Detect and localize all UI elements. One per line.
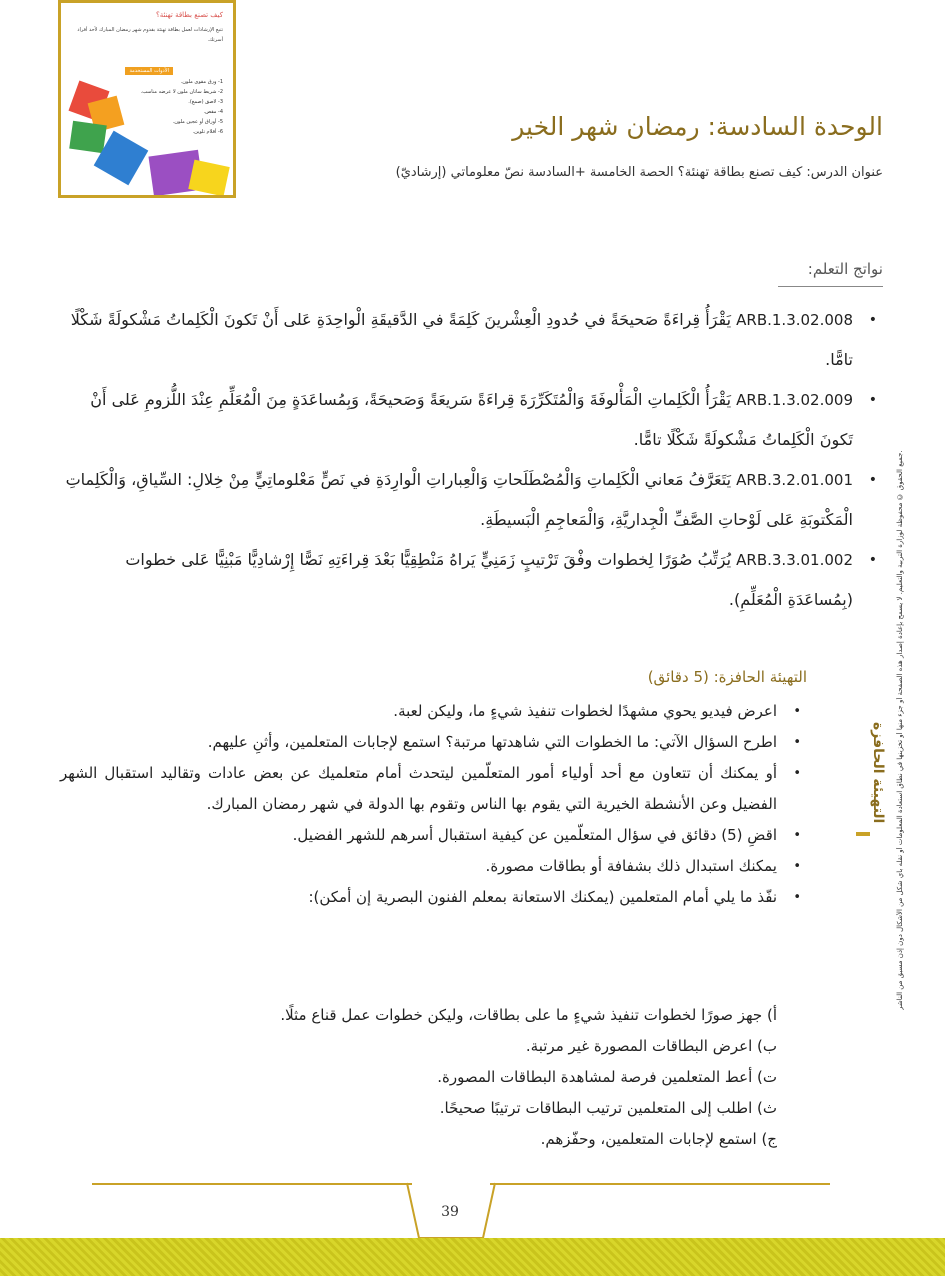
outcome-code: ARB.3.3.01.002 bbox=[736, 551, 853, 569]
activity-step: ث) اطلب إلى المتعلمين ترتيب البطاقات ترتيبًا صحيحًا. bbox=[439, 1099, 777, 1117]
outcome-code: ARB.1.3.02.008 bbox=[736, 311, 853, 329]
warmup-item: • اعرض فيديو يحوي مشهدًا لخطوات تنفيذ شيءٍ ما، وليكن لعبة. bbox=[60, 696, 807, 727]
unit-title: الوحدة السادسة: رمضان شهر الخير bbox=[512, 112, 883, 141]
outcome-item bbox=[58, 540, 883, 620]
paper-swatch bbox=[69, 121, 107, 153]
lesson-title: عنوان الدرس: كيف تصنع بطاقة تهنئة؟ الحصة الخامسة +السادسة نصّ معلوماتي (إرشاديّ) bbox=[395, 165, 883, 180]
thumbnail-intro-line: تتبع الإرشادات لعمل بطاقة تهنئة بقدوم شهر رمضان المبارك لأحد أفراد bbox=[77, 27, 223, 33]
side-label-bar bbox=[856, 832, 870, 836]
outcome-text: يَتَعَرَّفُ مَعاني الْكَلِماتِ وَالْمُصْطَلَحاتِ وَالْعِباراتِ الْوارِدَةِ في نَصٍّ مَعْلوماتِيٍّ مِنْ خِلالِ: السِّياقِ، وَالْكَلِماتِ الْمَكْتوبَةِ عَلى لَوْحاتِ الصَّفِّ الْجِداريَّةِ، وَالْمَعاجِمِ الْبَسيطَةِ. bbox=[65, 470, 853, 529]
footer-rule-right bbox=[490, 1183, 830, 1185]
page-number: 39 bbox=[441, 1204, 459, 1220]
outcomes-heading-rule bbox=[778, 286, 883, 287]
section-side-label: التهيئة الحافزة bbox=[870, 722, 886, 824]
thumbnail-intro-line: أسرتك. bbox=[207, 37, 223, 43]
warmup-list bbox=[60, 696, 807, 913]
outcome-code: ARB.3.2.01.001 bbox=[736, 471, 853, 489]
thumbnail-item: 6- أقلام تلوين. bbox=[192, 129, 223, 135]
thumbnail-item: 1- ورق مقوى ملون. bbox=[180, 79, 223, 85]
thumbnail-item: 4- مقص. bbox=[203, 109, 223, 115]
activity-step: ب) اعرض البطاقات المصورة غير مرتبة. bbox=[525, 1037, 777, 1055]
activity-step: ج) استمع لإجابات المتعلمين، وحفّزهم. bbox=[540, 1130, 777, 1148]
outcome-code: ARB.1.3.02.009 bbox=[736, 391, 853, 409]
outcome-text: يُرَتِّبُ صُوَرًا لِخطوات وفْقَ تَرْتيبٍ زَمَنِيٍّ يَراهُ مَنْطِقِيًّا بَعْدَ قِراءَتِهِ نَصًّا إِرْشادِيًّا مَبْنِيًّا عَلى خطوات (بِمُساعَدَةِ الْمُعَلِّمِ). bbox=[125, 550, 853, 609]
outcome-text: يَقْرَأُ قِراءَةً صَحيحَةً في حُدودِ الْعِشْرينَ كَلِمَةً في الدَّقيقَةِ الْواحِدَةِ عَلى أَنْ تَكونَ الْكَلِماتُ مَشْكولَةً شَكْلًا تامًّا. bbox=[70, 310, 853, 369]
warmup-item: • أو يمكنك أن تتعاون مع أحد أولياء أمور المتعلّمين ليتحدث أمام متعلميك عن بعض عادات وتقاليد استقبال الشهر الفضيل وعن الأنشطة الخيرية التي يقوم بها الناس وتقوم بها الدولة في شهر رمضان المبارك. bbox=[60, 758, 807, 820]
thumbnail-materials-heading: الأدوات المستخدمة bbox=[125, 67, 173, 75]
thumbnail-item: 5- أوراق أو عجين ملون. bbox=[172, 119, 223, 125]
activity-steps bbox=[280, 1000, 777, 1155]
warmup-item: • يمكنك استبدال ذلك بشفافة أو بطاقات مصورة. bbox=[60, 851, 807, 882]
outcome-text: يَقْرَأُ الْكَلِماتِ الْمَأْلوفَةَ وَالْمُتَكَرِّرَةَ قِراءَةً سَريعَةً وَصَحيحَةً، وَبِمُساعَدَةٍ مِنَ الْمُعَلِّمِ عِنْدَ اللُّزومِ عَلى أَنْ تَكونَ الْكَلِماتُ مَشْكولَةً شَكْلًا تامًّا. bbox=[90, 390, 853, 449]
activity-step: ت) أعط المتعلمين فرصة لمشاهدة البطاقات المصورة. bbox=[437, 1068, 777, 1086]
activity-step: أ) جهز صورًا لخطوات تنفيذ شيءٍ ما على بطاقات، وليكن خطوات عمل قناع مثلًا. bbox=[280, 1006, 777, 1024]
warmup-item: • اطرح السؤال الآتي: ما الخطوات التي شاهدتها مرتبة؟ استمع لإجابات المتعلمين، وأثنِ عليهم. bbox=[60, 727, 807, 758]
footer-rule-left bbox=[92, 1183, 412, 1185]
copyright-notice: جميع الحقوق © محفوظة لوزارة التربية والتعليم. لا يسمح بإعادة إصدار هذه الصفحة أو جزء منها أو تخزينها في نطاق استعادة المعلومات أو نقله بأي شكل من الأشكال دون إذن مسبق من الناشر. bbox=[896, 450, 904, 1010]
outcome-item bbox=[58, 460, 883, 540]
outcome-item bbox=[58, 300, 883, 380]
student-page-thumbnail bbox=[58, 0, 236, 198]
warmup-item: • نفّذ ما يلي أمام المتعلمين (يمكنك الاستعانة بمعلم الفنون البصرية إن أمكن): bbox=[60, 882, 807, 913]
outcome-item bbox=[58, 380, 883, 460]
thumbnail-item: 2- شريط ساتان ملون لا عرضه مناسب. bbox=[140, 89, 223, 95]
warmup-heading: التهيئة الحافزة: (5 دقائق) bbox=[647, 668, 807, 686]
thumbnail-item: 3- لاصق (صمغ). bbox=[188, 99, 223, 105]
warmup-item: • اقضِ (5) دقائق في سؤال المتعلّمين عن كيفية استقبال أسرهم للشهر الفضيل. bbox=[60, 820, 807, 851]
thumbnail-title: كيف تصنع بطاقة تهنئة؟ bbox=[155, 11, 223, 19]
outcomes-list bbox=[58, 300, 883, 620]
paper-swatch bbox=[188, 160, 229, 197]
outcomes-heading: نواتج التعلم: bbox=[807, 260, 883, 278]
footer-band bbox=[0, 1238, 945, 1276]
